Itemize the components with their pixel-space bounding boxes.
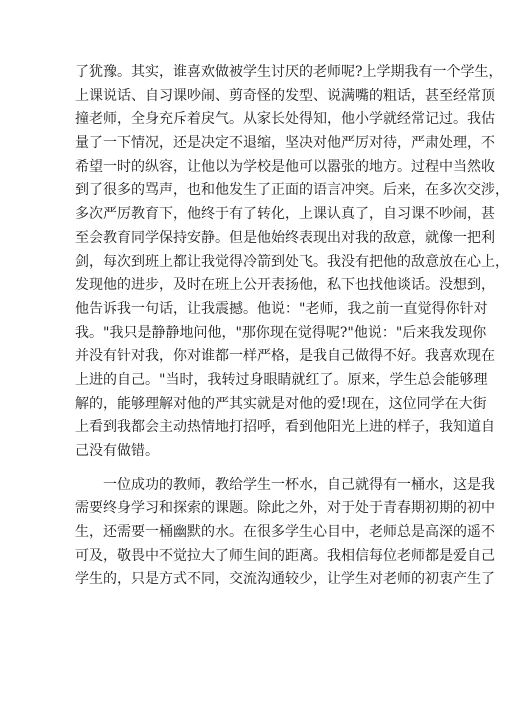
text-line: 发现他的进步，及时在班上公开表扬他，私下也找他谈话。没想到，	[75, 277, 495, 294]
text-line: 需要终身学习和探索的课题。除此之外，对于处于青春期初期的初中	[75, 500, 495, 517]
text-line: 撞老师，全身充斥着戾气。从家长处得知，他小学就经常记过。我估	[75, 111, 495, 128]
text-line: 多次严厉教育下，他终于有了转化，上课认真了，自习课不吵闹，甚	[75, 206, 495, 223]
paragraph-spacer	[75, 464, 425, 474]
text-line: 己没有做错。	[75, 443, 159, 459]
paragraph-2	[75, 474, 495, 592]
text-line: 他告诉我一句话，让我震撼。他说："老师，我之前一直觉得你针对	[75, 300, 488, 317]
text-line: 剑，每次到班上都让我觉得冷箭到处飞。我没有把他的敌意放在心上，	[75, 253, 509, 270]
text-line: 可及，敬畏中不觉拉大了师生间的距离。我相信每位老师都是爱自己	[75, 547, 495, 564]
text-line: 至会教育同学保持安静。但是他始终表现出对我的敌意，就像一把利	[75, 229, 495, 246]
text-line: 量了一下情况，还是决定不退缩，坚决对他严厉对待，严肃处理，不	[75, 135, 495, 152]
text-line: 上进的自己。"当时，我转过身眼睛就红了。原来，学生总会能够理	[75, 371, 488, 388]
text-line: 希望一时的纵容，让他以为学校是他可以嚣张的地方。过程中当然收	[75, 158, 495, 175]
text-line: 一位成功的教师，教给学生一杯水，自己就得有一桶水，这是我	[103, 476, 495, 493]
text-line: 到了很多的骂声，也和他发生了正面的语言冲突。后来，在多次交涉，	[75, 182, 509, 199]
text-line: 了犹豫。其实，谁喜欢做被学生讨厌的老师呢?上学期我有一个学生，	[75, 64, 503, 80]
paragraph-1	[75, 61, 509, 464]
text-line: 上看到我都会主动热情地打招呼，看到他阳光上进的样子，我知道自	[75, 419, 495, 436]
text-line: 我。"我只是静静地问他，"那你现在觉得呢?"他说："后来我发现你	[75, 324, 487, 341]
body-text	[75, 61, 509, 592]
text-line: 学生的，只是方式不同，交流沟通较少，让学生对老师的初衷产生了	[75, 571, 495, 588]
text-line: 上课说话、自习课吵闹、剪奇怪的发型、说满嘴的粗话，甚至经常顶	[75, 87, 495, 104]
text-line: 解的，能够理解对他的严其实就是对他的爱!现在，这位同学在大街	[75, 395, 487, 412]
text-line: 并没有针对我，你对谁都一样严格，是我自己做得不好。我喜欢现在	[75, 348, 495, 365]
text-line: 生，还需要一桶幽默的水。在很多学生心目中，老师总是高深的遥不	[75, 524, 495, 541]
